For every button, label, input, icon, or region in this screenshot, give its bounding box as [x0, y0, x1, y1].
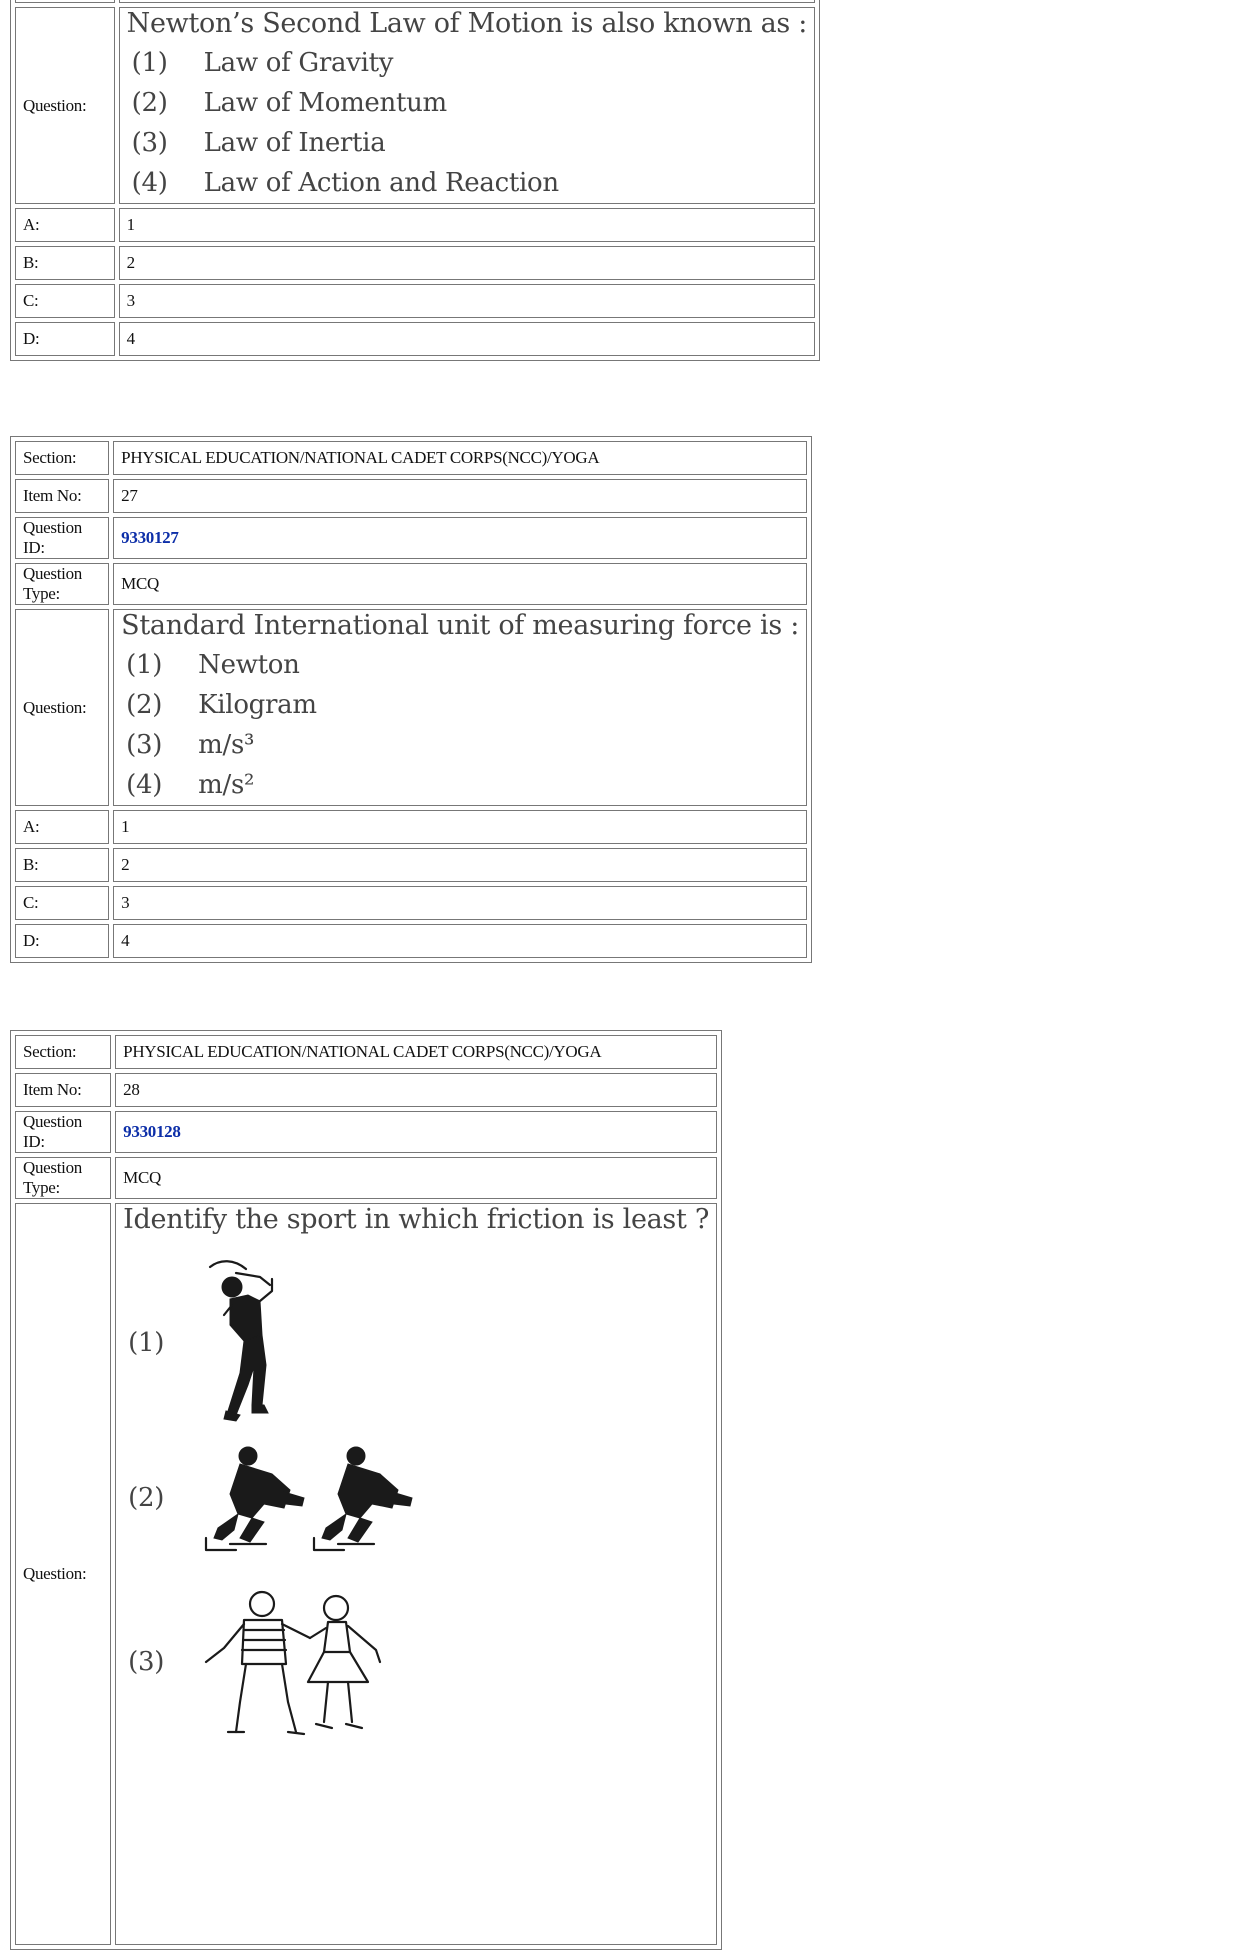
question-type-label: Question Type: [15, 563, 109, 605]
answer-a-label: A: [15, 810, 109, 844]
option-3: (3) Law of Inertia [131, 128, 386, 158]
question-table-26 [10, 0, 820, 361]
section-label: Section: [15, 1035, 111, 1069]
question-content [115, 1203, 717, 1945]
option-4: (4) Law of Action and Reaction [131, 168, 559, 198]
golfer-icon [200, 1255, 310, 1430]
answer-c-label: C: [15, 886, 109, 920]
answer-d-value: 4 [113, 924, 807, 958]
answer-a-label: A: [15, 208, 115, 242]
answer-a-value: 1 [119, 208, 815, 242]
cropped-label-cell [15, 0, 115, 3]
question-id-label: Question ID: [15, 1111, 111, 1153]
question-id-value: 9330127 [113, 517, 807, 559]
question-type-value: MCQ [115, 1157, 717, 1199]
option-2: (2) Kilogram [126, 690, 317, 720]
cropped-value-cell [119, 0, 815, 3]
option-3: (3) m/s³ [126, 730, 255, 760]
question-id-label: Question ID: [15, 517, 109, 559]
answer-d-label: D: [15, 322, 115, 356]
answer-b-value: 2 [113, 848, 807, 882]
question-table-28 [10, 1030, 722, 1950]
option-2: (2) Law of Momentum [131, 88, 447, 118]
question-label: Question: [15, 7, 115, 204]
question-type-value: MCQ [113, 563, 807, 605]
item-no-label: Item No: [15, 1073, 111, 1107]
question-content [113, 609, 807, 806]
section-value: PHYSICAL EDUCATION/NATIONAL CADET CORPS(NCC)/YOGA [113, 441, 807, 475]
question-type-label: Question Type: [15, 1157, 111, 1199]
item-no-value: 27 [113, 479, 807, 513]
question-label: Question: [15, 1203, 111, 1945]
question-text: Identify the sport in which friction is least ? [123, 1204, 709, 1235]
option-1: (1) Law of Gravity [131, 48, 394, 78]
answer-c-value: 3 [113, 886, 807, 920]
answer-a-value: 1 [113, 810, 807, 844]
option-2: (2) [123, 1438, 709, 1558]
section-label: Section: [15, 441, 109, 475]
option-4: (4) m/s² [126, 770, 255, 800]
answer-d-label: D: [15, 924, 109, 958]
question-id-value: 9330128 [115, 1111, 717, 1153]
answer-c-value: 3 [119, 284, 815, 318]
answer-b-label: B: [15, 848, 109, 882]
item-no-label: Item No: [15, 479, 109, 513]
question-content [119, 7, 815, 204]
option-3: (3) [123, 1582, 709, 1742]
item-no-value: 28 [115, 1073, 717, 1107]
skating-couple-icon [200, 1582, 420, 1742]
section-value: PHYSICAL EDUCATION/NATIONAL CADET CORPS(NCC)/YOGA [115, 1035, 717, 1069]
answer-b-value: 2 [119, 246, 815, 280]
option-1: (1) Newton [126, 650, 300, 680]
option-1: (1) [123, 1255, 709, 1430]
speed-skaters-icon [200, 1438, 430, 1558]
question-label: Question: [15, 609, 109, 806]
answer-d-value: 4 [119, 322, 815, 356]
question-table-27 [10, 436, 812, 963]
answer-b-label: B: [15, 246, 115, 280]
answer-c-label: C: [15, 284, 115, 318]
question-text: Standard International unit of measuring force is : [121, 610, 799, 641]
question-text: Newton’s Second Law of Motion is also known as : [126, 8, 807, 39]
